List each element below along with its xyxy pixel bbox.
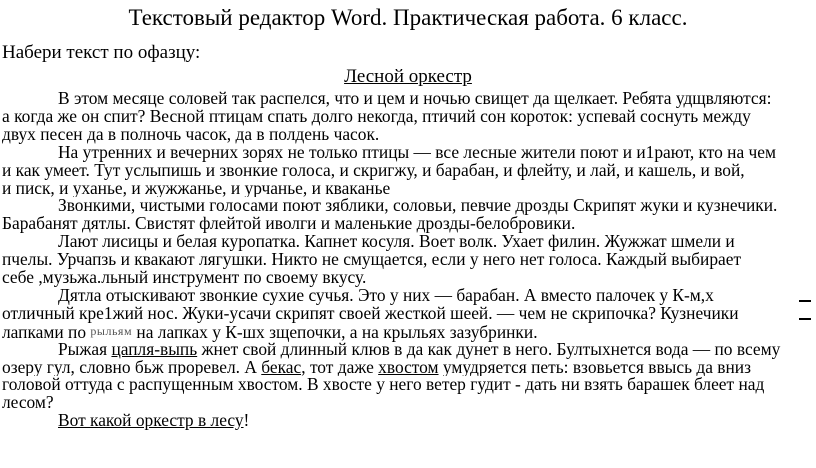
page-title: Текстовый редактор Word. Практическая работа. 6 класс. (128, 5, 688, 30)
text-fragment: тот даже (309, 358, 374, 377)
smudged-word: рыльям (90, 323, 133, 338)
text-line: себе ,музьжа.льный инструмент по своему вкусу. (2, 269, 367, 287)
text-line: Дятла отыскивают звонкие сухие сучья. Это у них — барабан. А вместо палочек у К-м,х (58, 286, 714, 305)
text-line: Барабанят дятлы. Свистят флейтой иволги и маленькие дрозды-белобровики. (2, 215, 576, 234)
text-line: отличный кре1жий нос. Жуки-усачи скрипят своей жесткой шеей. — чем не скрипочка? Кузнечики (2, 304, 739, 323)
text-fragment: лапками по (2, 322, 87, 342)
text-fragment: умудряется петь: взовьется ввысь да вниз (442, 358, 751, 377)
text-line: Звонкими, чистыми голосами поют зяблики, соловьи, певчие дрозды Скрипят жуки и кузнечики. (58, 197, 778, 216)
underlined-word: хвостом (378, 358, 439, 377)
text-fragment: жнет свой длинный клюв в да как дунет в него. Бултыхнется вода — по всему (201, 340, 781, 359)
text-fragment: озеру гул, словно бьж проревел. А (2, 358, 257, 377)
text-line: Лают лисицы и белая куропатка. Капнет косуля. Воет волк. Ухает филин. Жужжат шмели и (58, 233, 735, 252)
instruction-text: Набери текст по офазцу: (2, 42, 201, 63)
margin-dash-mark (799, 318, 811, 320)
underlined-word: цапля-выпь (111, 340, 198, 359)
text-fragment: Рыжая (58, 340, 108, 359)
text-line: лесом? (2, 394, 54, 413)
text-fragment: на лапках у К-шх зщепочки, а на крыльях зазубринки. (136, 322, 538, 342)
text-line: пчелы. Урчапзь и квакают лягушки. Никто не смущается, если у него нет голоса. Каждый выбирает (2, 251, 742, 269)
text-line: и писк, и уханье, и жужжанье, и урчанье, и кваканье (2, 179, 391, 198)
text-line: На утренних и вечерних зорях не только птицы — все лесные жители поют и и1рают, кто на чем (58, 143, 776, 162)
closing-line (58, 412, 816, 430)
text-line (58, 341, 816, 359)
text-fragment: ! (243, 412, 250, 431)
document-title: Лесной оркестр (344, 66, 472, 87)
text-line: В этом месяце соловей так распелся, что и цем и ночью свищет да щелкает. Ребята удщвляются: (58, 90, 772, 108)
text-line (2, 323, 816, 342)
text-line: а когда же он спит? Весной птицам спать долго некогда, птичий сон короток: успевай соснуть между (2, 107, 751, 126)
text-line: головой оттуда с распущенным хвостом. В хвосте у него ветер гудит - дать ни взять барашек блеет над (2, 376, 765, 395)
underlined-phrase: Вот какой оркестр в лесу (58, 412, 244, 431)
text-line (2, 359, 816, 377)
underlined-word: бекас, (261, 358, 306, 377)
text-line: двух песен да в полночь часок, да в полдень часок. (2, 125, 380, 144)
margin-dash-mark (799, 300, 811, 302)
text-line: и как умеет. Тут услыпишь и звонкие голоса, и скригжу, и барабан, и флейту, и лай, и кашель, и вой, (2, 161, 745, 180)
